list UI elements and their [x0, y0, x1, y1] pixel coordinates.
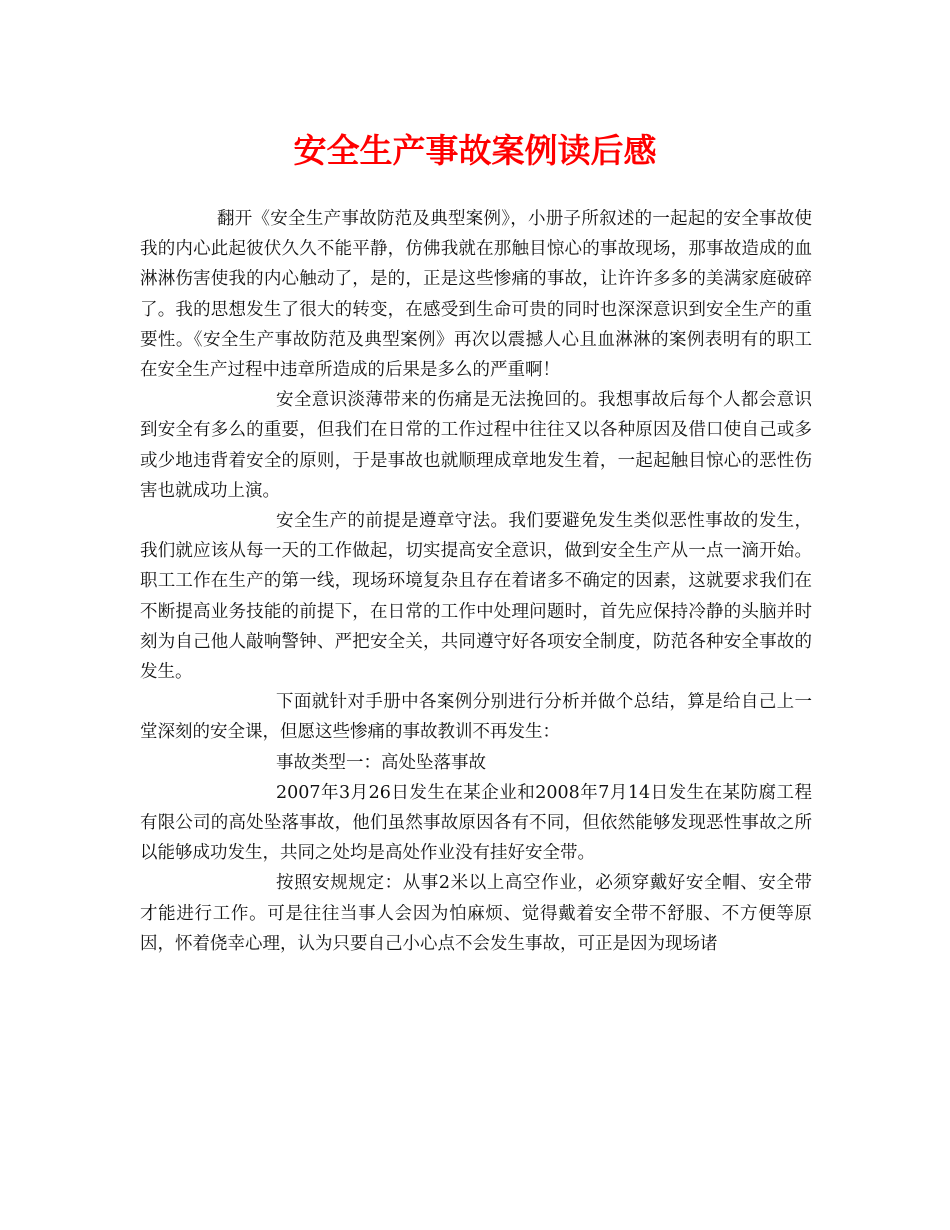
section-heading-accident-type-1: 事故类型一：高处坠落事故 — [276, 752, 486, 773]
document-title: 安全生产事故案例读后感 — [293, 131, 657, 170]
paragraph-3: 安全生产的前提是遵章守法。我们要避免发生类似恶性事故的发生，我们就应该从每一天的工作做起，切实提高安全意识，做到安全生产从一点一滴开始。职工工作在生产的第一线，现场环境复杂且存在着诸多不确定的因素，这就要求我们在不断提高业务技能的前提下，在日常的工作中处理问题时，首先应保持冷静的头脑并时刻为自己他人敲响警钟、严把安全关，共同遵守好各项安全制度，防范各种安全事故的发生。 — [140, 511, 812, 683]
paragraph-5: 2007年3月26日发生在某企业和2008年7月14日发生在某防腐工程有限公司的高处坠落事故，他们虽然事故原因各有不同，但依然能够发现恶性事故之所以能够成功发生，共同之处均是高处作业没有挂好安全带。 — [140, 782, 812, 864]
paragraph-2: 安全意识淡薄带来的伤痛是无法挽回的。我想事故后每个人都会意识到安全有多么的重要，但我们在日常的工作过程中往往又以各种原因及借口使自己或多或少地违背着安全的原则，于是事故也就顺理成章地发生着，一起起触目惊心的恶性伤害也就成功上演。 — [140, 390, 812, 501]
paragraph-4: 下面就针对手册中各案例分别进行分析并做个总结，算是给自己上一堂深刻的安全课，但愿这些惨痛的事故教训不再发生： — [140, 692, 812, 743]
paragraph-6: 按照安规规定：从事2米以上高空作业，必须穿戴好安全帽、安全带才能进行工作。可是往往当事人会因为怕麻烦、觉得戴着安全带不舒服、不方便等原因，怀着侥幸心理，认为只要自己小心点不会发生事故，可正是因为现场诸 — [140, 873, 812, 954]
paragraph-1: 翻开《安全生产事故防范及典型案例》，小册子所叙述的一起起的安全事故使我的内心此起彼伏久久不能平静，仿佛我就在那触目惊心的事故现场，那事故造成的血淋淋伤害使我的内心触动了，是的，正是这些惨痛的事故，让许许多多的美满家庭破碎了。我的思想发生了很大的转变，在感受到生命可贵的同时也深深意识到安全生产的重要性。《安全生产事故防范及典型案例》再次以震撼人心且血淋淋的案例表明有的职工在安全生产过程中违章所造成的后果是多么的严重啊！ — [140, 209, 812, 381]
document-body — [140, 204, 812, 959]
